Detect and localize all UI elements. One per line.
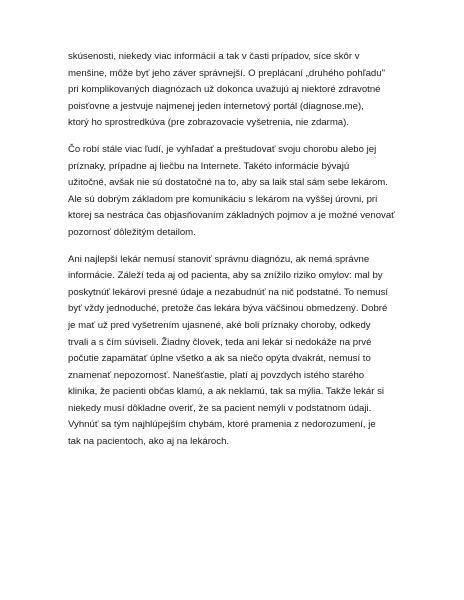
text-line: skúsenosti, niekedy viac informácií a tak v časti prípadov, síce skôr v xyxy=(68,51,360,62)
text-line: klinika, že pacienti občas klamú, a ak neklamú, tak sa mýlia. Takže lekár si xyxy=(68,386,385,398)
paragraph-1 xyxy=(68,49,406,132)
text-line: je mať už pred vyšetrením ujasnené, aké boli príznaky choroby, odkedy xyxy=(68,319,371,331)
text-line: znamenať nepozornosť. Nanešťastie, platí aj povzdych istého starého xyxy=(68,369,365,381)
text-line: ktorý ho sprostredkúva (pre zobrazovacie vyšetrenia, nie zdarma). xyxy=(68,117,350,129)
paragraph-2 xyxy=(68,142,406,242)
text-line: pozornosť dôležitým detailom. xyxy=(68,226,196,238)
text-line: trvali a s čím súviseli. Žiadny človek, teda ani lekár si nedokáže na prvé xyxy=(68,336,372,348)
paragraph-3 xyxy=(68,252,406,451)
text-line: Čo robí stále viac ľudí, je vyhľadať a preštudovať svoju chorobu alebo jej xyxy=(68,143,377,155)
document-body xyxy=(68,49,406,461)
text-line: užitočné, avšak nie sú dostatočné na to, aby sa laik stal sám sebe lekárom. xyxy=(68,177,388,189)
text-line: byť vždy jednoduché, pretože čas lekára býva väčšinou obmedzený. Dobré xyxy=(68,303,388,315)
text-line: poisťovne a jestvuje najmenej jeden internetový portál (diagnose.me), xyxy=(68,100,364,112)
text-line: Ale sú dobrým základom pre komunikáciu s lekárom na vyššej úrovni, pri xyxy=(68,193,378,205)
text-line: niekedy musí dôkladne overiť, že sa pacient nemýli v podstatnom údaji. xyxy=(68,402,372,414)
text-line: ktorej sa nestráca čas objasňovaním základných pojmov a je možné venovať xyxy=(68,210,395,222)
text-line: tak na pacientoch, ako aj na lekároch. xyxy=(68,436,230,448)
text-line: pri komplikovaných diagnózach už dokonca uvažujú aj niektoré zdravotné xyxy=(68,84,381,96)
text-line: menšine, môže byť jeho záver správnejší. O preplácaní „druhého pohľadu" xyxy=(68,67,385,79)
text-line: poskytnúť lekárovi presné údaje a nezabudnúť na nič podstatné. To nemusí xyxy=(68,286,389,298)
text-line: Vyhnúť sa tým najhlúpejším chybám, ktoré pramenia z nedorozumení, je xyxy=(68,419,376,431)
text-line: príznaky, prípadne aj liečbu na Internete. Takéto informácie bývajú xyxy=(68,160,350,172)
text-line: informácie. Záleží teda aj od pacienta, aby sa znížilo riziko omylov: mal by xyxy=(68,270,383,282)
text-line: Ani najlepší lekár nemusí stanoviť správnu diagnózu, ak nemá správne xyxy=(68,253,370,265)
text-line: počutie zapamätať úplne všetko a ak sa niečo opýta dvakrát, nemusí to xyxy=(68,353,371,365)
